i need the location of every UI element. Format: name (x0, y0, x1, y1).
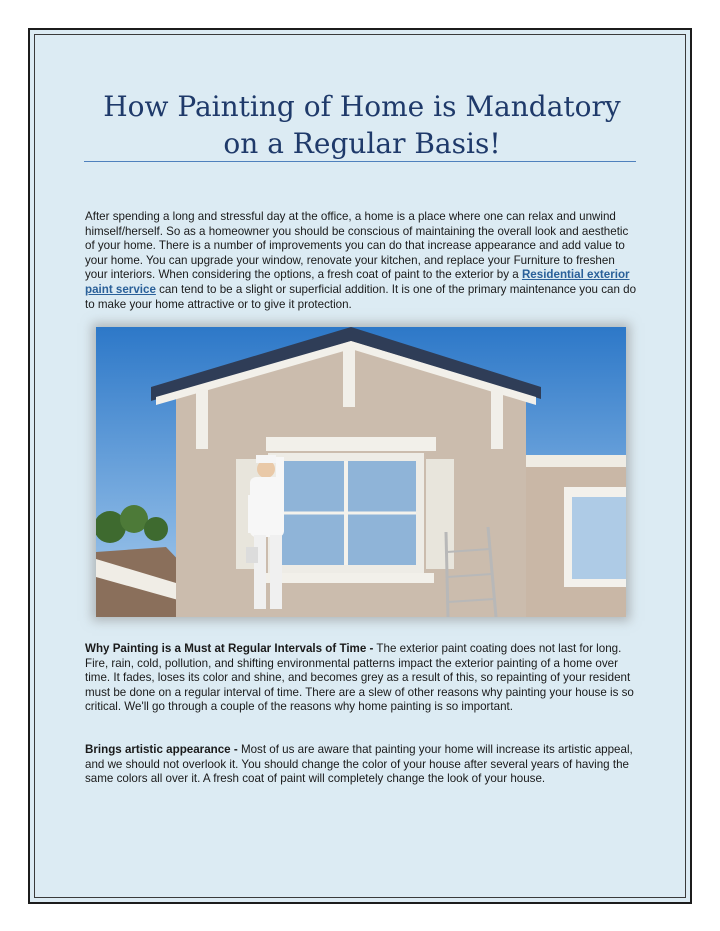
title-divider (84, 161, 636, 162)
section-regular-intervals (85, 642, 637, 715)
intro-paragraph (85, 210, 637, 312)
section-regular-intervals-body: The exterior paint coating does not last for long. Fire, rain, cold, pollution, and shifting environmental patterns impact the exterior painting of a home over time. It fades, loses its color and shine, and becomes grey as a result of this, so repainting of your resident must be done on a regular interval of time. There are a slew of other reasons why painting your house is so critical. We'll go through a couple of the reasons why home painting is so important. (85, 642, 634, 714)
house-painting-photo (96, 327, 626, 617)
section-artistic-appearance (85, 743, 637, 787)
section-artistic-appearance-heading: Brings artistic appearance - (85, 743, 238, 756)
page-title: How Painting of Home is Mandatory on a Regular Basis! (103, 90, 621, 160)
house-painting-illustration (96, 327, 626, 617)
residential-paint-service-link[interactable]: Residential exterior paint service (85, 268, 630, 296)
section-artistic-appearance-body: Most of us are aware that painting your home will increase its artistic appeal, and we should not overlook it. You should change the color of your house after several years of having the same colors all over it. A fresh coat of paint will completely change the look of your house. (85, 743, 633, 786)
intro-text-after-link: can tend to be a slight or superficial addition. It is one of the primary maintenance you can do to make your home attractive or to give it protection. (85, 282, 637, 311)
intro-text-before-link: After spending a long and stressful day at the office, a home is a place where one can relax and unwind himself/herself. So as a homeowner you should be conscious of maintaining the overall look and aesthetic of your home. There is a number of improvements you can do that increase appearance and add value to your home. You can upgrade your window, renovate your kitchen, and replace your Furniture to freshen your interiors. When considering the options, a fresh coat of paint to the exterior by a (85, 210, 629, 282)
section-regular-intervals-heading: Why Painting is a Must at Regular Intervals of Time - (85, 642, 374, 655)
page-frame (28, 28, 692, 904)
